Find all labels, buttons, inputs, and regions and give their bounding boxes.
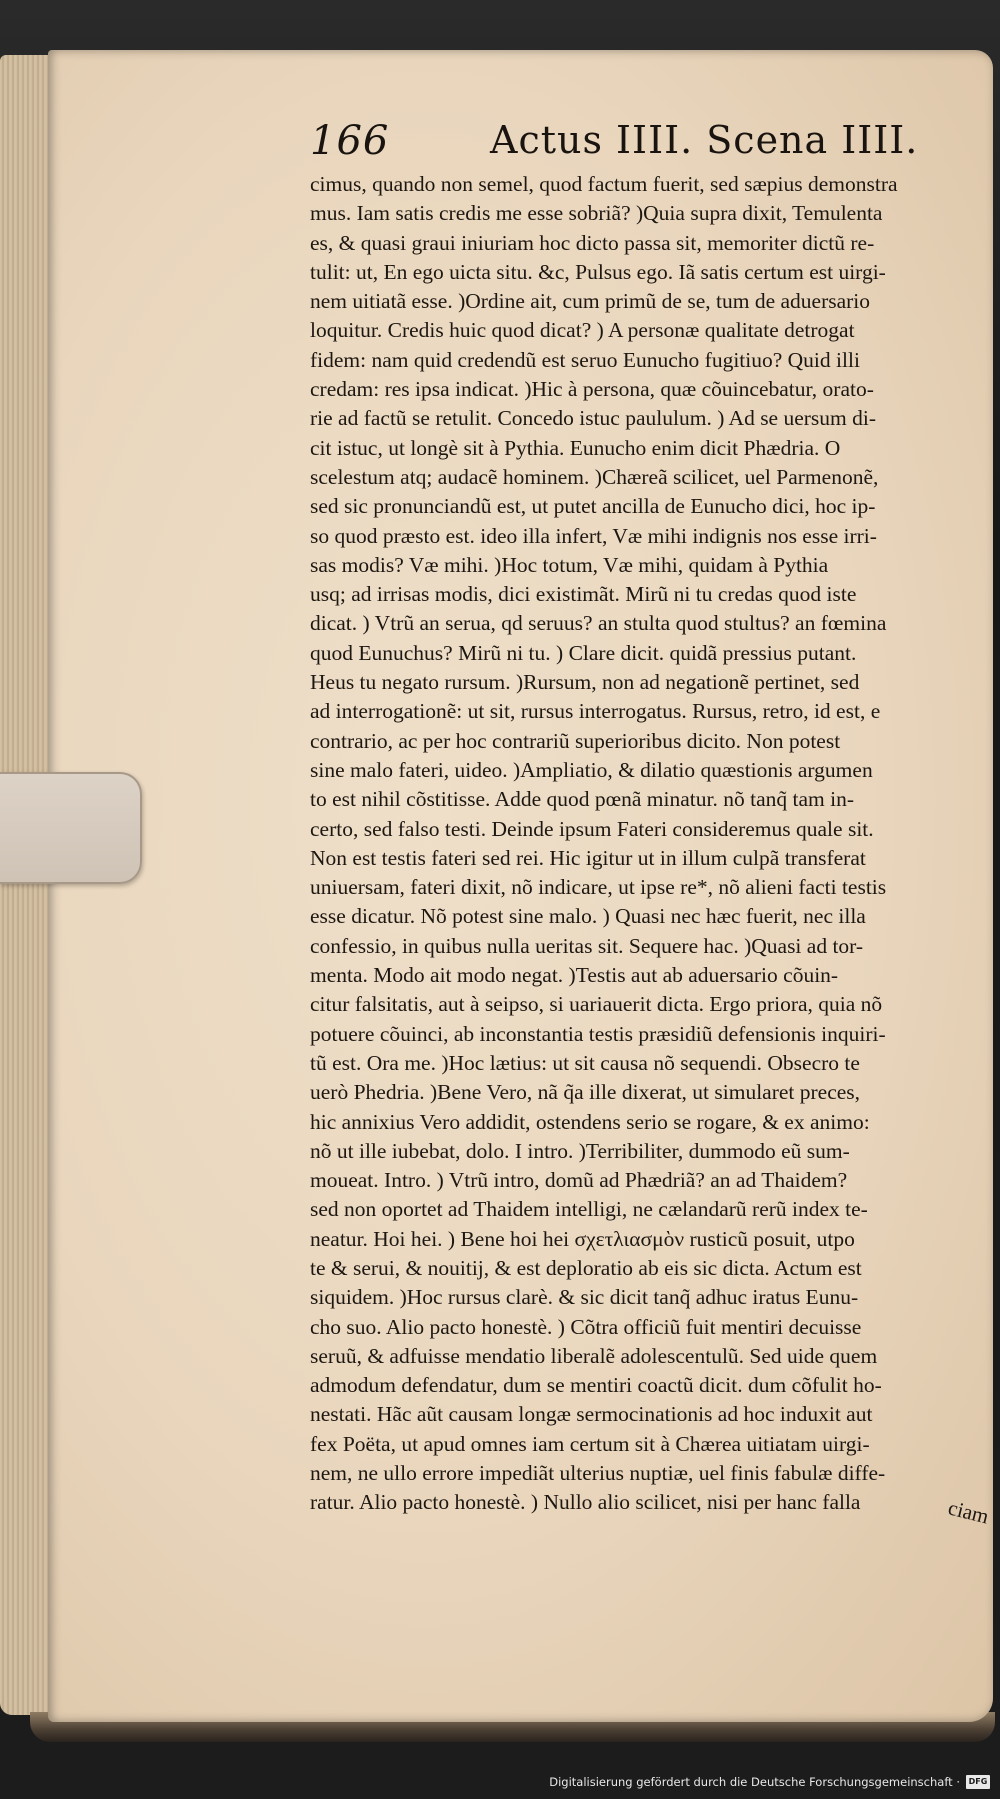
text-line: nõ ut ille iubebat, dolo. I intro. )Terribiliter, dummodo eũ sum- <box>310 1138 850 1163</box>
text-line: loquitur. Credis huic quod dicat? ) A personæ qualitate detrogat <box>310 318 855 343</box>
text-line: citur falsitatis, aut à seipso, si uariauerit dicta. Ergo priora, quia nõ <box>310 992 883 1017</box>
text-line: esse dicatur. Nõ potest sine malo. ) Quasi nec hæc fuerit, nec illa <box>310 904 866 929</box>
text-line: to est nihil cõstitisse. Adde quod pœnã minatur. nõ tanq̃ tam in- <box>310 787 855 812</box>
text-line: credam: res ipsa indicat. )Hic à persona, quæ cõuincebatur, orato- <box>310 377 874 402</box>
text-line: admodum defendatur, dum se mentiri coactũ dicit. dum cõfulit ho- <box>310 1373 882 1398</box>
text-line: cit istuc, ut longè sit à Pythia. Eunucho enim dicit Phædria. O <box>310 435 841 460</box>
catchword: ciam <box>945 1495 992 1529</box>
page-number: 166 <box>310 118 390 164</box>
text-line: cimus, quando non semel, quod factum fuerit, sed sæpius demonstra <box>310 172 898 196</box>
text-line: contrario, ac per hoc contrariũ superioribus dicito. Non potest <box>310 728 841 753</box>
text-line: dicat. ) Vtrũ an serua, qd seruus? an stulta quod stultus? an fœmina <box>310 611 887 636</box>
text-line: hic annixius Vero addidit, ostendens serio se rogare, & ex animo: <box>310 1109 870 1134</box>
text-line: so quod præsto est. ideo illa infert, Væ mihi indignis nos esse irri- <box>310 523 877 548</box>
text-line: fidem: nam quid credendũ est seruo Eunucho fugitiuo? Quid illi <box>310 347 860 372</box>
text-line: fex Poëta, ut apud omnes iam certum sit à Chærea uitiatam uirgi- <box>310 1431 870 1456</box>
text-line: sed sic pronunciandũ est, ut putet ancilla de Eunucho dici, hoc ip- <box>310 494 876 519</box>
running-head: Actus IIII. Scena IIII. <box>490 118 919 162</box>
text-line: Non est testis fateri sed rei. Hic igitur ut in illum culpã transferat <box>310 845 866 870</box>
page-stack-edge <box>0 55 55 1715</box>
text-line: moueat. Intro. ) Vtrũ intro, domũ ad Phædriã? an ad Thaidem? <box>310 1168 848 1193</box>
text-line: quod Eunuchus? Mirũ ni tu. ) Clare dicit. quidã pressius putant. <box>310 640 857 665</box>
text-line: ad interrogationẽ: ut sit, rursus interrogatus. Rursus, retro, id est, e <box>310 699 881 724</box>
text-line: es, & quasi graui iniuriam hoc dicto passa sit, memoriter dictũ re- <box>310 230 875 255</box>
text-line: siquidem. )Hoc rursus clarè. & sic dicit tanq̃ adhuc iratus Eunu- <box>310 1285 859 1310</box>
text-line: te & serui, & nouitij, & est deploratio ab eis sic dicta. Actum est <box>310 1255 862 1280</box>
text-line: rie ad factũ se retulit. Concedo istuc paululum. ) Ad se uersum di- <box>310 406 877 431</box>
text-line: sed non oportet ad Thaidem intelligi, ne cælandarũ rerũ index te- <box>310 1197 868 1222</box>
text-line: nem uitiatã esse. )Ordine ait, cum primũ de se, tum de aduersario <box>310 289 871 314</box>
text-line: sas modis? Væ mihi. )Hoc totum, Væ mihi, quidam à Pythia <box>310 552 829 577</box>
color-card-tab <box>0 772 142 884</box>
page-header <box>310 118 950 168</box>
footer-credit <box>549 1771 990 1793</box>
text-line: menta. Modo ait modo negat. )Testis aut ab aduersario cõuin- <box>310 963 839 988</box>
text-line: confessio, in quibus nulla ueritas sit. Sequere hac. )Quasi ad tor- <box>310 933 864 958</box>
text-line: nestati. Hãc aũt causam longæ sermocinationis ad hoc induxit aut <box>310 1402 873 1427</box>
text-line: potuere cõuinci, ab inconstantia testis præsidiũ defensionis inquiri- <box>310 1021 886 1046</box>
text-line: neatur. Hoi hei. ) Bene hoi hei σχετλιασμὸν rusticũ posuit, utpo <box>310 1226 855 1251</box>
text-line: tũ est. Ora me. )Hoc lætius: ut sit causa nõ sequendi. Obsecro te <box>310 1050 860 1075</box>
text-line: mus. Iam satis credis me esse sobriã? )Quia supra dixit, Temulenta <box>310 201 883 226</box>
text-line: certo, sed falso testi. Deinde ipsum Fateri consideremus quale sit. <box>310 816 874 841</box>
text-line: scelestum atq; audacẽ hominem. )Chæreã scilicet, uel Parmenonẽ, <box>310 464 879 489</box>
text-line: usq; ad irrisas modis, dici existimãt. Mirũ ni tu credas quod iste <box>310 582 857 607</box>
text-line: cho suo. Alio pacto honestè. ) Cõtra officiũ fuit mentiri decuisse <box>310 1314 862 1339</box>
text-line: Heus tu negato rursum. )Rursum, non ad negationẽ pertinet, sed <box>310 670 860 695</box>
text-line: uerò Phedria. )Bene Vero, nã q̃a ille dixerat, ut simularet preces, <box>310 1080 861 1105</box>
dfg-logo-icon: DFG <box>966 1775 990 1789</box>
text-line: uniuersam, fateri dixit, nõ indicare, ut ipse re*, nõ alieni facti testis <box>310 875 887 900</box>
text-line: nem, ne ullo errore impediãt ulterius nuptiæ, uel finis fabulæ diffe- <box>310 1461 886 1486</box>
credit-text: Digitalisierung gefördert durch die Deutsche Forschungsgemeinschaft · <box>549 1775 960 1789</box>
body-text <box>310 170 960 1518</box>
text-line: seruũ, & adfuisse mendatio liberalẽ adolescentulũ. Sed uide quem <box>310 1343 878 1368</box>
text-line: sine malo fateri, uideo. )Ampliatio, & dilatio quæstionis argumen <box>310 757 873 782</box>
text-line: ratur. Alio pacto honestè. ) Nullo alio scilicet, nisi per hanc falla <box>310 1490 861 1515</box>
text-line: tulit: ut, En ego uicta situ. &c, Pulsus ego. Iã satis certum est uirgi- <box>310 259 886 284</box>
